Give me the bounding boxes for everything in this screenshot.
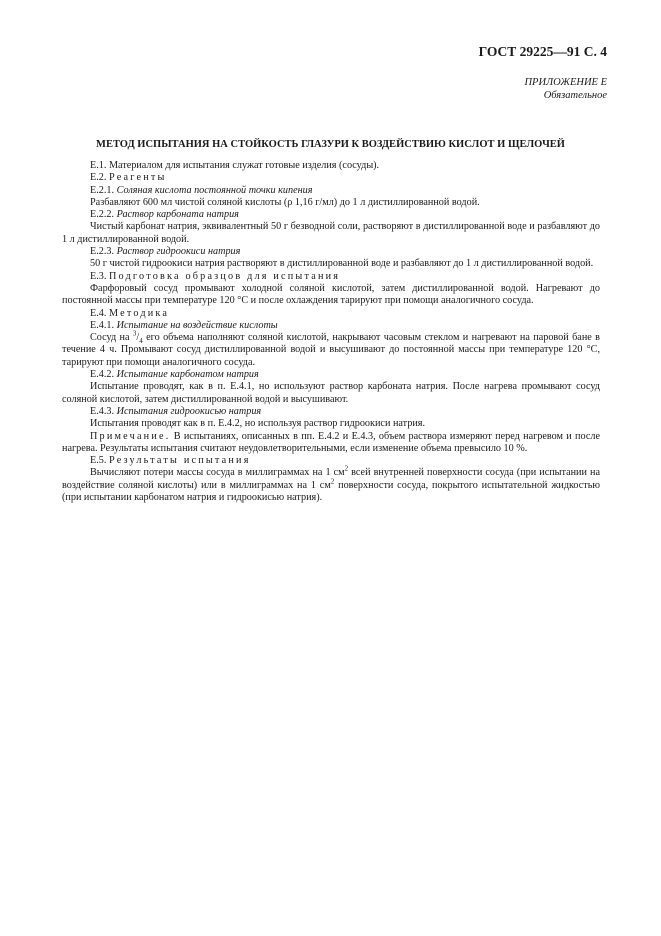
clause-e23-text: 50 г чистой гидроокиси натрия растворяют в дистиллированной воде и разбавляют до 1 л дистиллированной водой. [90,258,594,270]
clause-e3-heading [62,271,600,283]
clause-e21-heading [62,185,600,197]
fraction-separator: / [136,332,140,344]
clause-number: Е.4. [90,307,109,319]
clause-e22-text: Чистый карбонат натрия, эквивалентный 50 г безводной соли, растворяют в дистиллированной воде и разбавляют до 1 л дистиллированной водой. [62,221,600,245]
note-label: Примечание. [90,430,171,442]
clause-e22-heading [62,209,600,221]
clause-number: Е.2.1. [90,184,117,196]
clause-e3-text: Фарфоровый сосуд промывают холодной соляной кислотой, затем дистиллированной водой. Нагревают до постоянной массы при температуре 120 °С и после охлаждения тарируют при помощи аналогичного сосуда. [62,282,600,307]
clause-title: Испытание карбонатом натрия [116,369,259,381]
appendix-status: Обязательное [543,90,607,101]
clause-number: Е.2.3. [90,246,117,258]
clause-e4-heading [62,308,600,320]
clause-title: Испытание на воздействие кислоты [116,319,278,331]
clause-e43-text: Испытания проводят как в п. Е.4.2, но используя раствор гидроокиси натрия. [90,418,426,430]
text-run: всей внутренней поверхности сосуда (при испытании на воздействие соляной кислоты) или в миллиграммах на 1 см [62,467,600,491]
clause-title: Испытания гидроокисью натрия [116,405,262,417]
clause-title: Раствор карбоната натрия [116,209,239,221]
clause-title: Результаты испытания [108,455,251,467]
text-run: поверхности сосуда, покрытого испытательной жидкостью (при испытании карбонатом натрия и гидроокисью натрия). [62,479,601,504]
clause-e5-heading [62,455,600,467]
clause-e2-heading [62,172,600,184]
clause-e41-heading [62,320,600,332]
appendix-block [524,76,607,102]
clause-number: Е.4.2. [90,369,117,381]
clause-title: Методика [108,307,170,319]
text-run: Сосуд на [90,332,133,344]
appendix-label: ПРИЛОЖЕНИЕ Е [524,77,607,88]
clause-number: Е.4.3. [90,405,117,417]
fraction [132,329,143,346]
document-body [62,160,600,504]
clause-title: Раствор гидроокиси натрия [116,246,241,258]
clause-e41-text [62,329,600,369]
clause-number: Е.2. [90,172,109,184]
note-text: В испытаниях, описанных в пп. Е.4.2 и Е.4.3, объем раствора измеряют перед нагревом и после нагрева. Результаты испытания считают неудовлетворительными, если изменение объема превысило 10 %. [62,430,600,454]
clause-e43-heading [62,406,600,418]
clause-title: Подготовка образцов для испытания [108,270,341,282]
clause-e21-text: Разбавляют 600 мл чистой соляной кислоты (ρ 1,16 г/мл) до 1 л дистиллированной водой. [90,196,480,208]
clause-e5-text [62,467,600,504]
document-reference: ГОСТ 29225—91 С. 4 [478,44,607,59]
clause-number: Е.2.2. [90,209,117,221]
clause-e23-heading [62,246,600,258]
superscript: 2 [330,477,335,486]
clause-number: Е.4.1. [90,319,117,331]
clause-e42-text: Испытание проводят, как в п. Е.4.1, но используют раствор карбоната натрия. После нагрева промывают сосуд соляной кислотой, затем дистиллированной водой и высушивают. [62,381,600,405]
text-run: его объема наполняют соляной кислотой, накрывают часовым стеклом и нагревают на паровой бане в течение 4 ч. Промывают сосуд дистиллированной водой и высушивают до постоянной массы при температуре 120 °С, тарируют при помощи аналогичного сосуда. [62,332,600,368]
fraction-numerator: 3 [132,329,137,338]
clause-number: Е.3. [90,270,109,282]
superscript: 2 [344,465,349,474]
clause-title: Реагенты [108,172,167,184]
clause-title: Соляная кислота постоянной точки кипения [116,184,313,196]
clause-e1: Е.1. Материалом для испытания служат готовые изделия (сосуды). [90,160,380,171]
fraction-denominator: 4 [139,337,143,346]
page-title: МЕТОД ИСПЫТАНИЯ НА СТОЙКОСТЬ ГЛАЗУРИ К ВОЗДЕЙСТВИЮ КИСЛОТ И ЩЕЛОЧЕЙ [96,139,565,150]
clause-e42-heading [62,369,600,381]
text-run: Вычисляют потери массы сосуда в миллиграммах на 1 см [90,467,345,479]
clause-number: Е.5. [90,455,109,467]
note [62,431,600,456]
